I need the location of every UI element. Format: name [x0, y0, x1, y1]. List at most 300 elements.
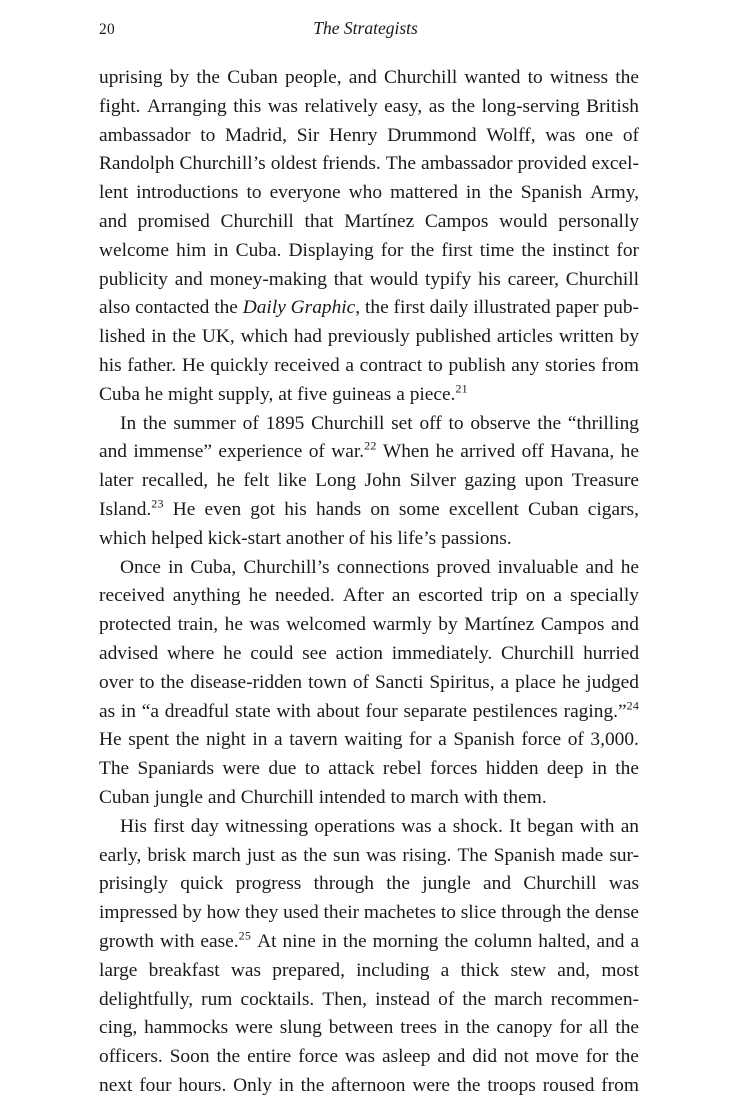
word: Martínez — [464, 614, 535, 636]
word-space — [294, 208, 305, 237]
word-space — [471, 266, 478, 295]
word: and — [207, 786, 236, 808]
word: guineas — [332, 383, 392, 405]
word-space — [259, 410, 266, 439]
word: time — [479, 239, 515, 261]
word: was — [608, 873, 640, 895]
word: escorted — [418, 585, 483, 607]
word: Churchill — [220, 210, 294, 232]
word: by — [182, 902, 202, 924]
word-space — [473, 237, 480, 266]
word-space — [341, 179, 349, 208]
word: contacted — [135, 297, 210, 319]
paragraph — [99, 813, 639, 1101]
word: witnessing — [225, 815, 309, 837]
word-space — [429, 554, 436, 583]
word-space — [488, 208, 499, 237]
word: ambassador — [99, 124, 191, 146]
word-space — [413, 410, 420, 439]
word-space — [490, 554, 497, 583]
word-space — [215, 122, 225, 151]
word-space — [322, 1014, 329, 1043]
word-space — [133, 467, 141, 496]
word: to — [200, 124, 216, 146]
word-space — [422, 755, 430, 784]
word: was — [545, 124, 576, 146]
word-space — [236, 554, 243, 583]
word: immediately. — [391, 642, 493, 664]
word: sur- — [609, 844, 640, 866]
word: the — [196, 67, 221, 88]
word: by — [619, 326, 640, 348]
word-space — [294, 1072, 301, 1101]
word: to — [246, 182, 262, 204]
word: recalled, — [141, 470, 209, 492]
word: just — [246, 844, 275, 866]
word: ease.$^{25}$ — [200, 928, 252, 952]
word: Churchill — [501, 642, 575, 664]
word: he — [435, 441, 454, 463]
word: column — [474, 930, 533, 952]
word: Treasure — [571, 470, 639, 492]
word: Havana, — [550, 441, 615, 463]
text-line — [99, 381, 639, 410]
word: through — [313, 873, 374, 895]
word: a — [440, 959, 450, 981]
word-space — [465, 1043, 472, 1072]
word-space — [574, 640, 583, 669]
text-line — [99, 1072, 639, 1101]
text-line — [99, 467, 639, 496]
word: from — [601, 1074, 639, 1096]
word: first — [441, 239, 473, 261]
word: Cuban — [227, 67, 278, 88]
word: hidden — [485, 758, 539, 780]
text-line — [99, 93, 639, 122]
word: Army, — [590, 182, 640, 204]
word: Cuban — [99, 786, 150, 808]
word: operations — [314, 815, 396, 837]
word-space — [229, 237, 236, 266]
footnote-marker: 25 — [238, 928, 252, 943]
word: mattered — [390, 182, 458, 204]
word: the — [566, 902, 590, 924]
word: his — [284, 498, 307, 520]
word: separate — [403, 700, 468, 722]
paragraph-indent — [99, 410, 120, 439]
word-space — [342, 64, 349, 93]
word: His — [120, 815, 147, 837]
paragraph — [99, 64, 639, 410]
text-line — [99, 784, 639, 813]
word: Long — [315, 470, 357, 492]
word: afternoon — [331, 1074, 406, 1096]
word: hurried — [583, 642, 640, 664]
word: a — [274, 729, 283, 751]
word: to — [427, 354, 443, 376]
word-space — [582, 179, 590, 208]
word: his — [369, 527, 393, 549]
word: lent — [99, 182, 129, 204]
word: typify — [424, 268, 472, 290]
word: Cuba — [99, 383, 140, 405]
word: in — [151, 326, 167, 348]
word-space — [607, 755, 615, 784]
word: Campos — [540, 614, 605, 636]
word: asleep — [381, 1046, 431, 1068]
word-space — [226, 1072, 233, 1101]
word: four — [365, 700, 398, 722]
word: 3,000. — [590, 729, 639, 751]
word-space — [172, 1072, 179, 1101]
word-space — [335, 582, 343, 611]
word: helped — [151, 527, 203, 549]
word: Spaniards — [137, 758, 214, 780]
word-space — [543, 64, 550, 93]
word-space — [499, 957, 510, 986]
word: raging.”$^{24}$ — [563, 698, 640, 722]
word-space — [356, 467, 364, 496]
word-space — [165, 582, 173, 611]
word: Churchill’s — [179, 153, 266, 175]
word: on — [370, 498, 390, 520]
word: place — [515, 671, 556, 693]
word: the — [462, 988, 487, 1010]
word-space — [127, 208, 138, 237]
word: shock. — [452, 815, 503, 837]
word: in — [465, 182, 482, 204]
word-space — [327, 640, 336, 669]
word-space — [345, 957, 356, 986]
word: machetes — [363, 902, 437, 924]
word: state — [235, 700, 271, 722]
word-space — [613, 122, 623, 151]
word: was — [230, 959, 262, 981]
word: later — [99, 470, 134, 492]
word: cing, — [99, 1017, 138, 1039]
text-line — [99, 1043, 639, 1072]
text-line — [99, 611, 639, 640]
footnote-marker: 21 — [455, 381, 468, 396]
word: the — [615, 758, 639, 780]
word: proved — [436, 556, 491, 578]
word: everyone — [269, 182, 341, 204]
word-space — [561, 410, 568, 439]
word-space — [609, 237, 616, 266]
word-space — [195, 496, 204, 525]
word: Madrid, — [225, 124, 287, 146]
word: where — [167, 642, 215, 664]
text-line — [99, 179, 639, 208]
word: father. — [127, 354, 177, 376]
word: and — [610, 614, 639, 636]
word-space — [575, 122, 585, 151]
word: Spanish — [493, 844, 556, 866]
word-space — [307, 496, 316, 525]
word: for — [559, 1017, 583, 1039]
word-space — [543, 986, 551, 1015]
word: a — [345, 354, 354, 376]
word: the — [521, 239, 546, 261]
word: the — [444, 930, 469, 952]
word-space — [163, 64, 170, 93]
word: Spanish — [520, 182, 583, 204]
word: slung — [279, 1017, 322, 1039]
word: night — [205, 729, 246, 751]
word: a — [437, 815, 447, 837]
word-space — [486, 986, 494, 1015]
word: oldest — [270, 153, 318, 175]
word: paper — [555, 297, 599, 319]
word: received — [99, 585, 165, 607]
word: four — [139, 1074, 172, 1096]
word: in — [168, 556, 184, 578]
text-line — [99, 496, 639, 525]
word-space — [241, 582, 249, 611]
word: 1895 — [265, 412, 305, 434]
word: Henry — [329, 124, 378, 146]
word: When — [382, 441, 430, 463]
text-line — [99, 669, 639, 698]
word-space — [183, 554, 190, 583]
word-space — [260, 755, 268, 784]
word: warmly — [372, 614, 432, 636]
text-line — [99, 726, 639, 755]
word: a — [553, 585, 562, 607]
word-space — [458, 179, 466, 208]
word: invaluable — [497, 556, 579, 578]
word: the — [615, 1046, 639, 1068]
word: who — [348, 182, 383, 204]
word: After — [342, 585, 384, 607]
word: British — [586, 95, 639, 117]
word: hammocks — [144, 1017, 229, 1039]
word-space — [382, 179, 390, 208]
word-space — [545, 237, 552, 266]
word: welcome — [99, 239, 169, 261]
word: officers. — [99, 1046, 163, 1068]
word-space — [164, 496, 173, 525]
word: began — [527, 815, 574, 837]
page-number: 20 — [99, 21, 116, 38]
text-line — [99, 410, 639, 439]
word: action — [335, 642, 383, 664]
word-space — [590, 957, 601, 986]
word: personally — [558, 210, 640, 232]
word-space — [456, 467, 464, 496]
word: disease-ridden — [190, 671, 303, 693]
word-space — [189, 64, 196, 93]
word: the — [364, 297, 389, 319]
word: how — [206, 902, 241, 924]
word: entire — [247, 1046, 292, 1068]
word: specially — [570, 585, 639, 607]
word: attack — [328, 758, 375, 780]
word: see — [302, 642, 327, 664]
word: immense” — [133, 441, 212, 463]
word-space — [531, 410, 538, 439]
word-space — [161, 554, 168, 583]
word: might — [167, 383, 214, 405]
word-space — [210, 208, 221, 237]
word-space — [519, 496, 528, 525]
word: rum — [201, 988, 233, 1010]
word: at — [278, 383, 293, 405]
word-space — [483, 582, 491, 611]
word: waiting — [344, 729, 403, 751]
word: and — [348, 67, 377, 88]
word: kick-start — [207, 527, 282, 549]
word: which — [240, 326, 288, 348]
word: would — [499, 210, 548, 232]
word: train, — [177, 614, 219, 636]
paragraph-indent — [99, 813, 120, 842]
word: supply, — [218, 383, 274, 405]
word: pestilences — [472, 700, 558, 722]
word: stories — [544, 354, 596, 376]
word-space — [136, 410, 143, 439]
word: he — [223, 642, 242, 664]
word-space — [614, 554, 621, 583]
word-space — [304, 410, 311, 439]
word-space — [287, 122, 297, 151]
word: and, — [557, 959, 591, 981]
word: not — [503, 1046, 529, 1068]
word: them. — [503, 786, 547, 808]
word: a — [500, 671, 510, 693]
word: to — [527, 67, 543, 88]
word: as — [428, 95, 445, 117]
word-space — [291, 1043, 298, 1072]
word: the — [615, 67, 639, 88]
word-space — [378, 122, 388, 151]
word: excel- — [591, 153, 639, 175]
word: judged — [586, 671, 639, 693]
word: force — [298, 1046, 338, 1068]
text-line — [99, 870, 639, 899]
word-space — [608, 1014, 615, 1043]
word: The — [457, 844, 488, 866]
word: as — [99, 700, 116, 722]
word: canopy — [496, 1017, 553, 1039]
text-line — [99, 842, 639, 871]
word-space — [390, 496, 399, 525]
word-space — [536, 1072, 543, 1101]
word: Cuba. — [235, 239, 282, 261]
word: first — [153, 815, 185, 837]
word: of — [567, 729, 584, 751]
word: were — [235, 1017, 273, 1039]
word: he — [561, 671, 581, 693]
text-line — [99, 64, 639, 93]
word: used — [283, 902, 319, 924]
word: The — [385, 153, 416, 175]
word-space — [579, 1043, 586, 1072]
word-space — [228, 1014, 235, 1043]
word-space — [511, 870, 523, 899]
word: forces — [430, 758, 478, 780]
word: Churchill — [240, 786, 314, 808]
word: even — [204, 498, 242, 520]
word: “a — [141, 700, 159, 722]
word: an — [391, 585, 411, 607]
word: witness — [549, 67, 609, 88]
word: in — [443, 1017, 459, 1039]
word: he — [620, 441, 639, 463]
word-space — [464, 410, 471, 439]
word-space — [384, 582, 392, 611]
word: piece.$^{21}$ — [409, 381, 468, 405]
word: and — [483, 873, 512, 895]
word: Sancti — [374, 671, 424, 693]
word-space — [374, 237, 381, 266]
word: promised — [137, 210, 210, 232]
word-space — [410, 582, 418, 611]
word: Churchill’s — [243, 556, 330, 578]
word: upon — [524, 470, 564, 492]
word: pub- — [603, 297, 640, 319]
word-space — [167, 410, 174, 439]
word: town — [308, 671, 347, 693]
text-line — [99, 957, 639, 986]
word: with — [276, 700, 311, 722]
word-space — [608, 1043, 615, 1072]
word-space — [193, 986, 201, 1015]
word-space — [520, 64, 527, 93]
word-space — [403, 237, 410, 266]
word: written — [558, 326, 614, 348]
word: he — [620, 556, 640, 578]
word-space — [578, 554, 585, 583]
word: and — [99, 441, 127, 463]
word-space — [383, 640, 392, 669]
word: between — [328, 1017, 394, 1039]
word: Silver — [409, 470, 456, 492]
word: with — [159, 930, 195, 952]
word: in — [321, 930, 337, 952]
word: Cuba, — [190, 556, 237, 578]
word-space — [261, 957, 272, 986]
word: arrived — [460, 441, 516, 463]
word-space — [377, 64, 384, 93]
word: the — [142, 412, 167, 434]
word: his — [478, 268, 501, 290]
paragraph — [99, 554, 639, 813]
word: He — [172, 498, 196, 520]
word-space — [597, 870, 609, 899]
word-space — [278, 64, 285, 93]
word: Then, — [322, 988, 368, 1010]
word: for — [616, 239, 639, 261]
word-space — [579, 496, 588, 525]
word: gazing — [464, 470, 517, 492]
word: to — [440, 902, 456, 924]
word: a — [630, 930, 640, 952]
word-space — [275, 496, 284, 525]
word: the — [410, 239, 435, 261]
word: of — [348, 527, 366, 549]
word: prisingly — [99, 873, 168, 895]
word: cigars, — [587, 498, 639, 520]
text-line — [99, 1014, 639, 1043]
word: It — [509, 815, 522, 837]
word: sun — [333, 844, 360, 866]
word: halted, — [538, 930, 591, 952]
word-space — [430, 986, 438, 1015]
word: by — [169, 67, 190, 88]
text-line — [99, 294, 639, 323]
word: was — [249, 614, 280, 636]
